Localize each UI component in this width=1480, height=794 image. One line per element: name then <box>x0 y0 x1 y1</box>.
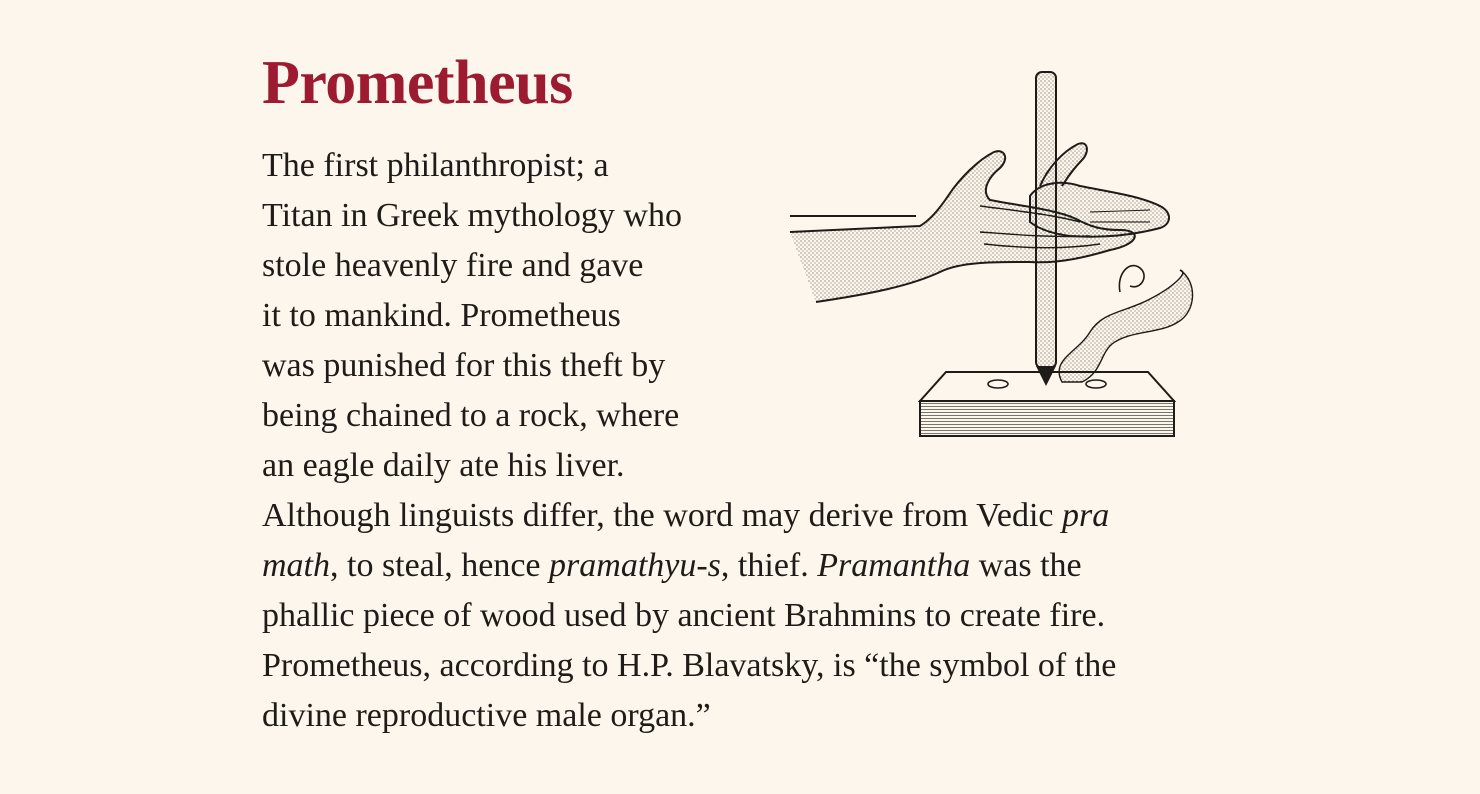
italic-term: math <box>262 547 330 584</box>
fire-drill-hands-icon <box>780 62 1210 447</box>
body-line: Prometheus, according to H.P. Blavatsky, is “the symbol of the <box>262 647 1117 684</box>
smoke <box>1059 266 1192 382</box>
body-text-run: was the <box>970 547 1082 584</box>
italic-term: pra <box>1062 497 1110 534</box>
body-text-run: , thief. <box>720 547 818 584</box>
body-line <box>262 491 1222 541</box>
body-line: Titan in Greek mythology who <box>262 197 682 234</box>
body-line <box>262 541 1222 591</box>
body-text-run: Although linguists differ, the word may derive from Vedic <box>262 497 1063 534</box>
body-line: phallic piece of wood used by ancient Brahmins to create fire. <box>262 597 1106 634</box>
body-text-run: , to steal, hence <box>330 547 550 584</box>
body-line: an eagle daily ate his liver. <box>262 447 625 484</box>
body-line: divine reproductive male organ.” <box>262 697 711 734</box>
body-line: was punished for this theft by <box>262 347 666 384</box>
body-line: being chained to a rock, where <box>262 397 680 434</box>
body-line: stole heavenly fire and gave <box>262 247 644 284</box>
body-line: it to mankind. Prometheus <box>262 297 621 334</box>
italic-term: pramathyu-s <box>549 547 721 584</box>
page-title: Prometheus <box>262 49 573 117</box>
italic-term: Pramantha <box>817 547 971 584</box>
body-line: The first philanthropist; a <box>262 147 609 184</box>
front-hand <box>790 151 1135 302</box>
